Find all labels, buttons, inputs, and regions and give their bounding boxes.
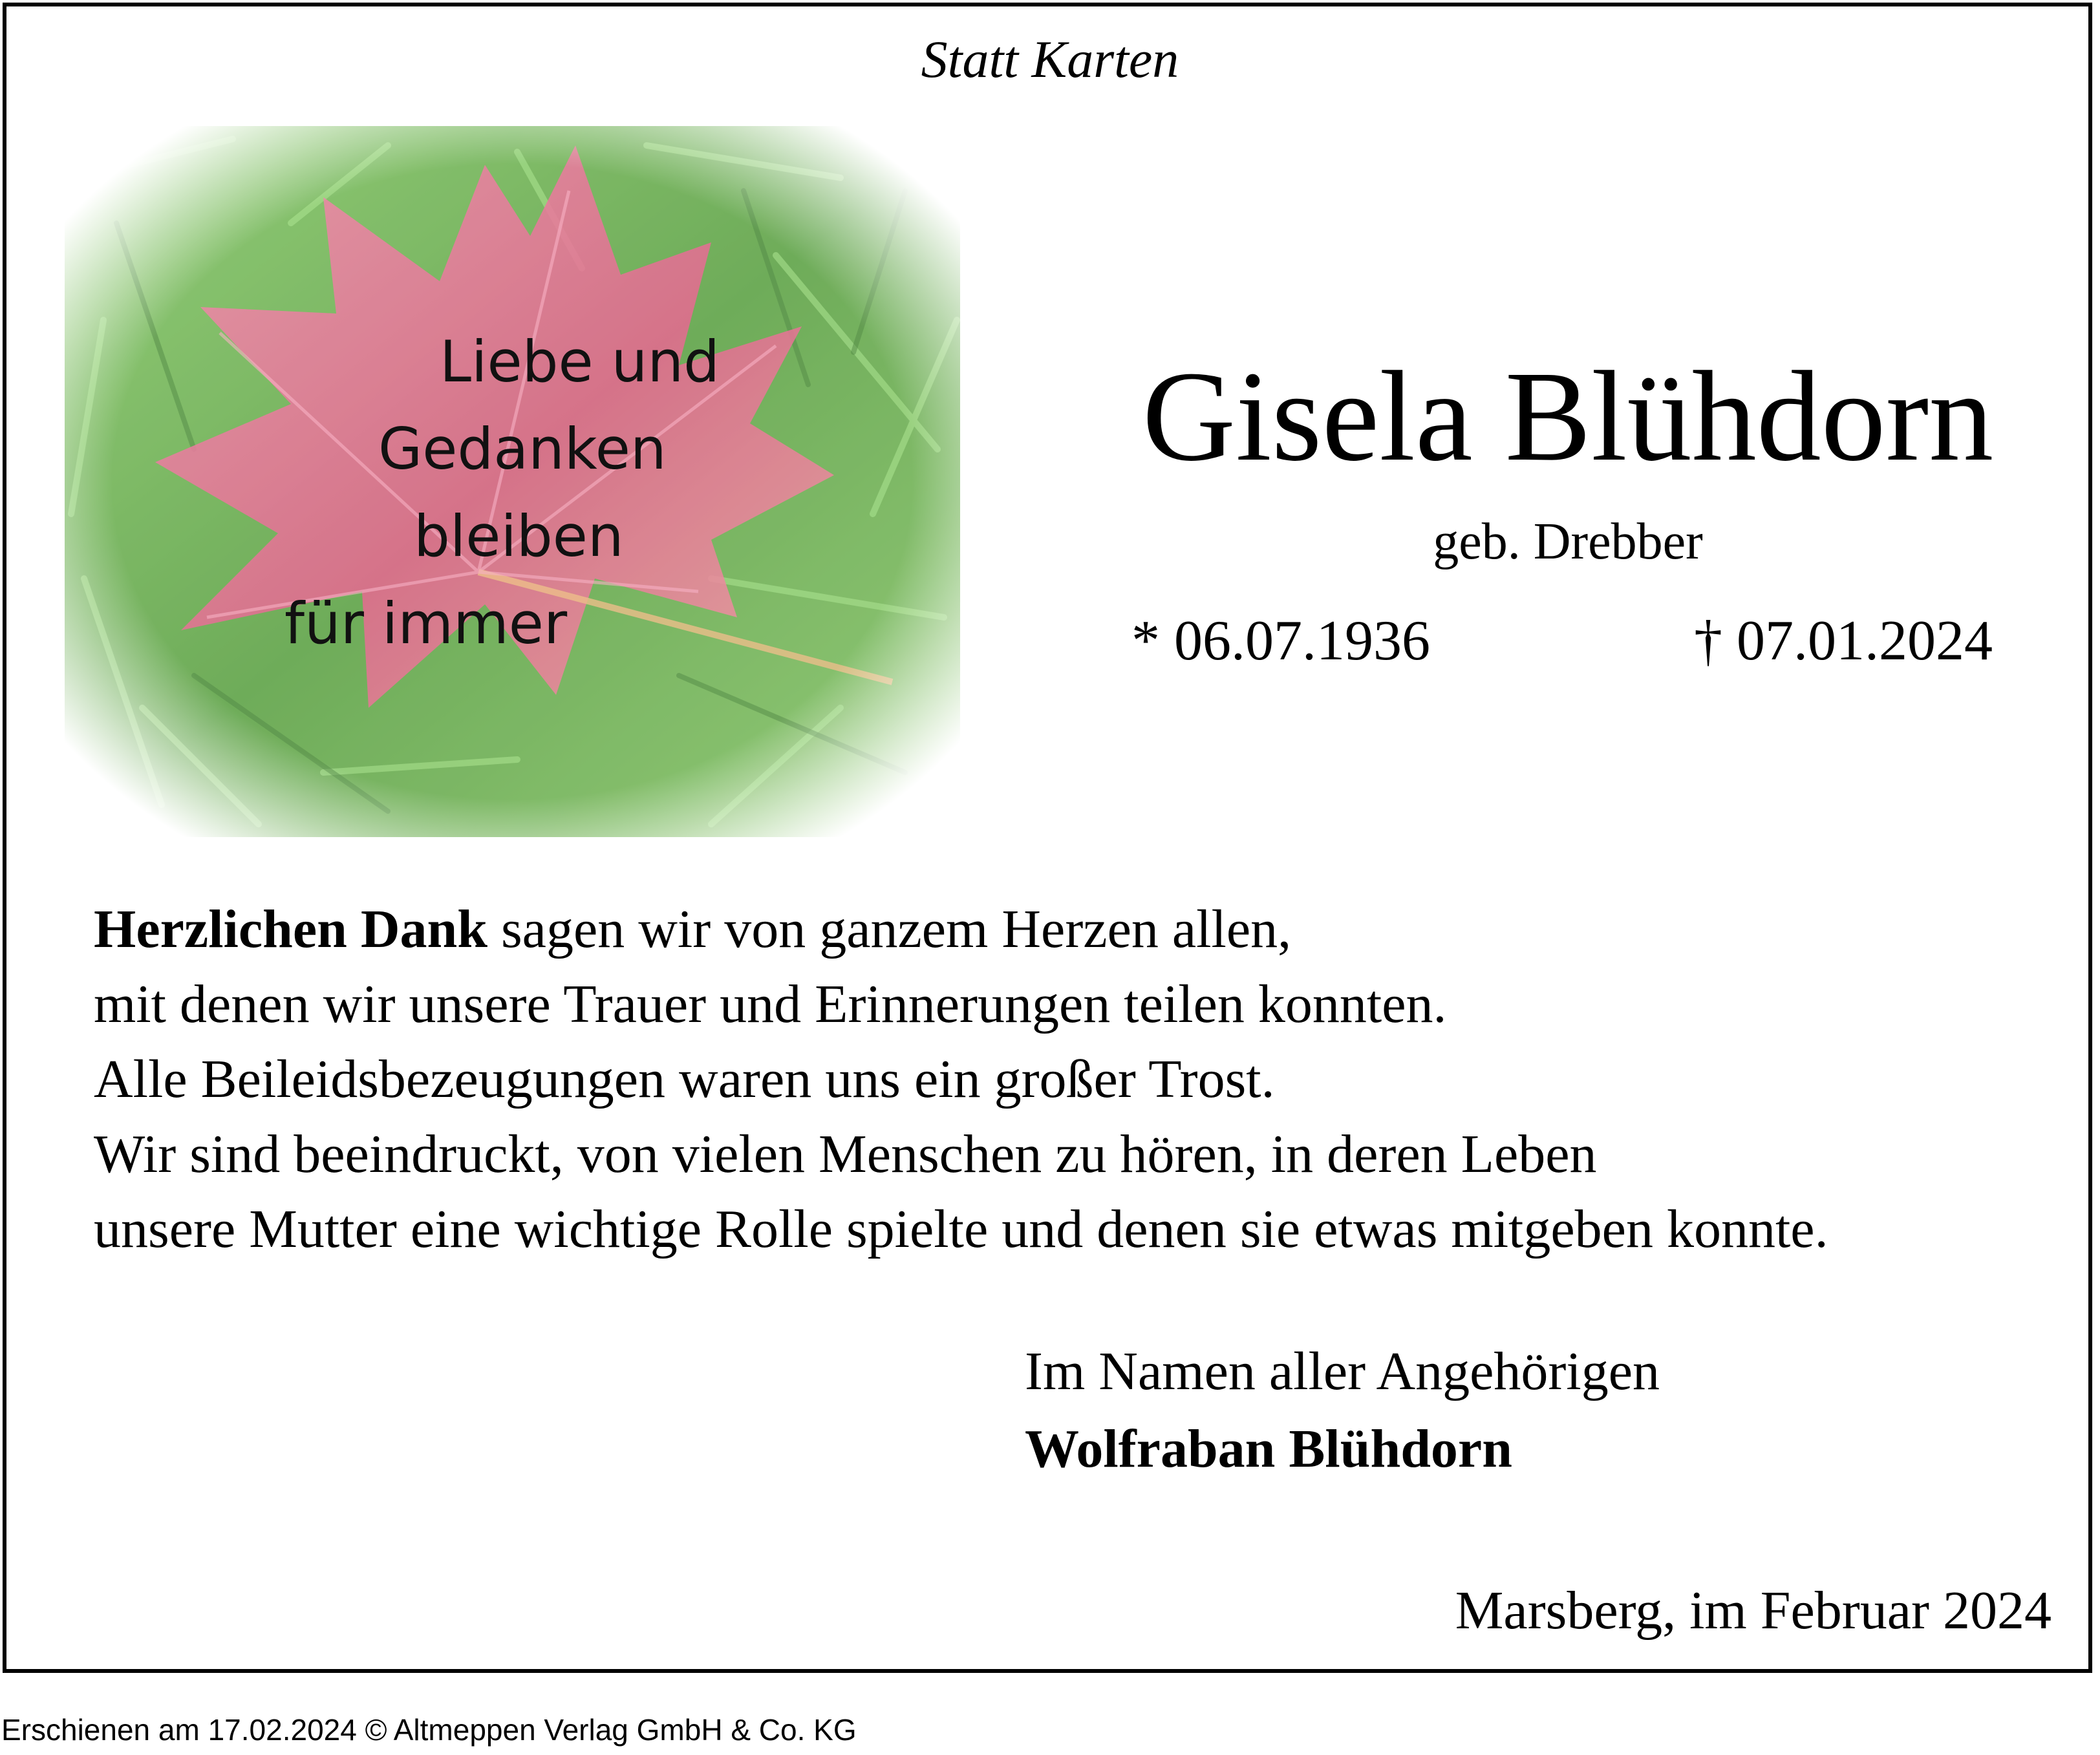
thanks-line-4: Wir sind beeindruckt, von vielen Menschen zu hören, in deren Leben — [94, 1124, 1597, 1184]
signature-name: Wolfraban Blühdorn — [1025, 1419, 1512, 1479]
signature-lead: Im Namen aller Angehörigen — [1025, 1341, 1660, 1401]
maiden-name: geb. Drebber — [1433, 513, 1703, 570]
thanks-bold-lead: Herzlichen Dank — [94, 899, 488, 959]
thanks-paragraph — [94, 892, 1828, 1267]
thanks-line-1 — [94, 892, 1828, 967]
quote-line-1: Liebe und — [440, 328, 720, 395]
quote-line-2: Gedanken — [378, 416, 667, 482]
header-statt-karten: Statt Karten — [921, 30, 1179, 89]
quote-line-3: bleiben — [414, 503, 624, 569]
thanks-line-3: Alle Beileidsbezeugungen waren uns ein großer Trost. — [94, 1049, 1275, 1109]
birth-date: * 06.07.1936 — [1131, 610, 1430, 672]
deceased-name: Gisela Blühdorn — [1142, 345, 1994, 488]
publication-footer: Erschienen am 17.02.2024 © Altmeppen Verlag GmbH & Co. KG — [1, 1713, 857, 1747]
place-date: Marsberg, im Februar 2024 — [1455, 1580, 2052, 1641]
quote-line-4: für immer — [284, 590, 568, 657]
thanks-line-2: mit denen wir unsere Trauer und Erinnerungen teilen konnten. — [94, 974, 1447, 1034]
thanks-line-1-rest: sagen wir von ganzem Herzen allen, — [487, 899, 1292, 959]
thanks-line-5: unsere Mutter eine wichtige Rolle spielte und denen sie etwas mitgeben konnte. — [94, 1199, 1828, 1259]
death-date: † 07.01.2024 — [1694, 610, 1993, 672]
